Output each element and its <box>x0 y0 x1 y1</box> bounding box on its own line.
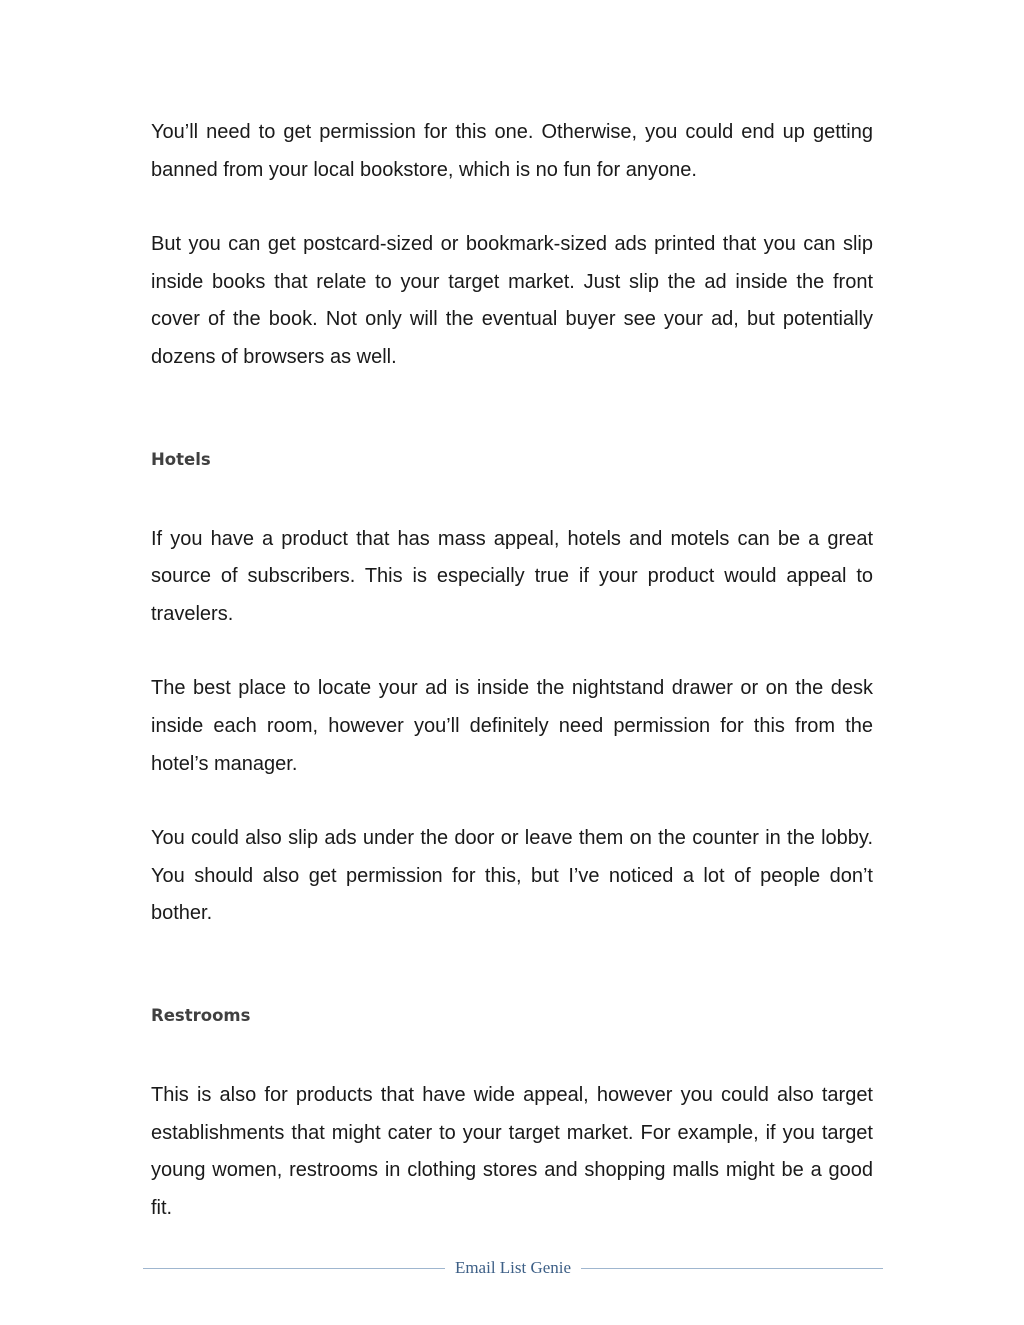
paragraph-spacer <box>151 633 873 670</box>
paragraph-spacer <box>151 189 873 226</box>
page-body <box>151 114 873 1227</box>
footer-title: Email List Genie <box>454 1258 572 1277</box>
body-paragraph: You’ll need to get permission for this one. Otherwise, you could end up getting banned from your local bookstore, which is no fun for anyone. <box>151 121 873 181</box>
body-paragraph: You could also slip ads under the door or leave them on the counter in the lobby. You should also get permission for this, but I’ve noticed a lot of people don’t bother. <box>151 827 873 925</box>
footer-rule-left <box>143 1268 445 1269</box>
section-heading-restrooms: Restrooms <box>151 1005 251 1025</box>
footer-rule-right <box>581 1268 883 1269</box>
section-heading-hotels: Hotels <box>151 449 211 469</box>
body-paragraph: But you can get postcard-sized or bookmark-sized ads printed that you can slip inside books that relate to your target market. Just slip the ad inside the front cover of the book. Not only will the eventual buyer see your ad, but potentially dozens of browsers as well. <box>151 233 873 368</box>
paragraph-spacer <box>151 783 873 820</box>
page-footer <box>143 1256 883 1280</box>
body-paragraph: The best place to locate your ad is inside the nightstand drawer or on the desk inside each room, however you’ll definitely need permission for this from the hotel’s manager. <box>151 677 873 775</box>
body-paragraph: This is also for products that have wide appeal, however you could also target establishments that might cater to your target market. For example, if you target young women, restrooms in clothing stores and shopping malls might be a good fit. <box>151 1083 873 1219</box>
body-paragraph: If you have a product that has mass appeal, hotels and motels can be a great source of subscribers. This is especially true if your product would appeal to travelers. <box>151 527 873 625</box>
